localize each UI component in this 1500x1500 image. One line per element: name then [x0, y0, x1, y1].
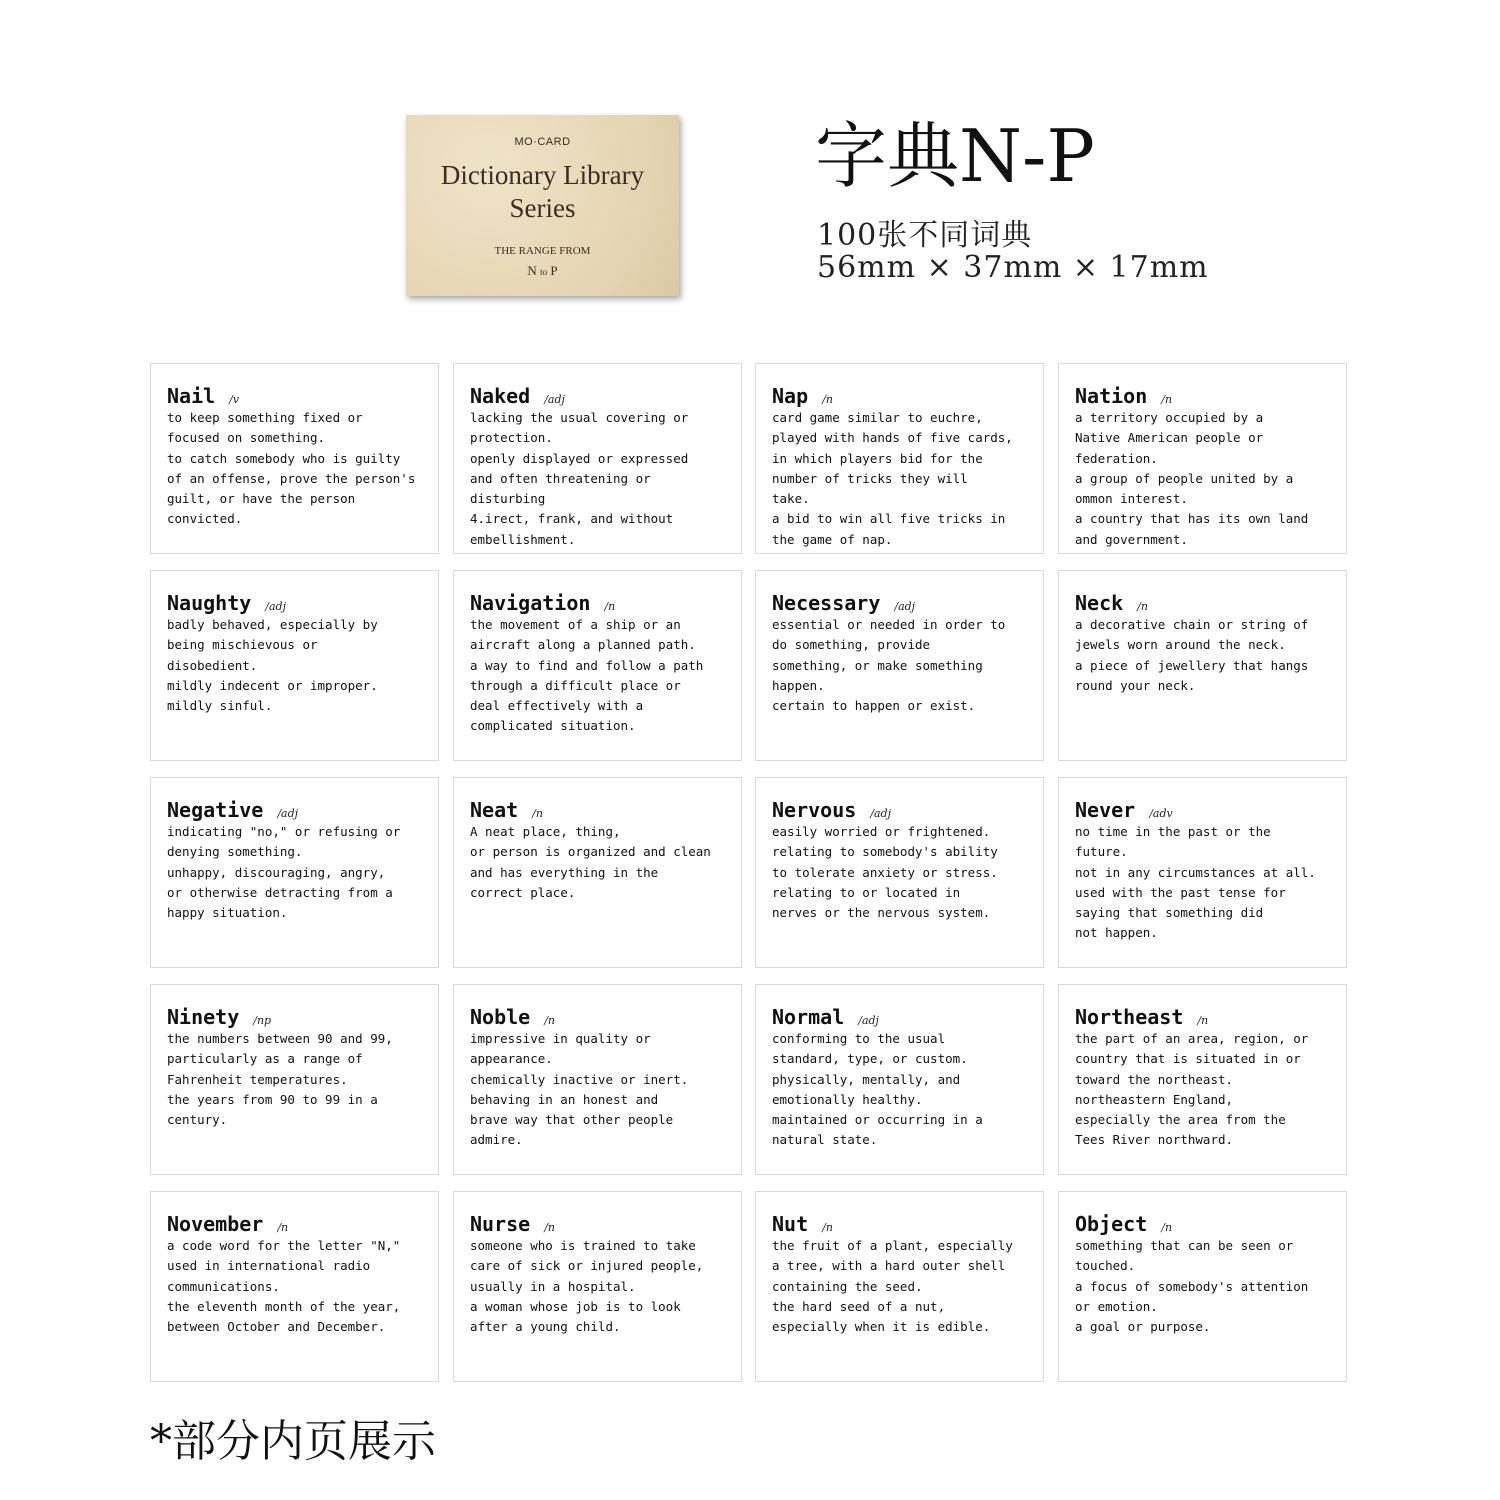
card-word: Nail [167, 384, 216, 408]
card-header [1075, 591, 1338, 615]
card-grid [150, 363, 1352, 1385]
dictionary-card [150, 570, 439, 761]
card-word: Object [1075, 1212, 1148, 1236]
dictionary-card [453, 363, 742, 554]
card-header [470, 591, 733, 615]
card-part-of-speech: /n [1137, 600, 1148, 613]
card-content [772, 591, 1035, 716]
card-word: Nut [772, 1212, 809, 1236]
dictionary-card [453, 984, 742, 1175]
card-part-of-speech: /n [822, 1221, 833, 1234]
card-definition: the part of an area, region, or country that is situated in or toward the northeast. northeastern England, especially the area from the Tees River northward. [1075, 1031, 1309, 1148]
range-end: P [550, 263, 558, 278]
dictionary-card [755, 984, 1044, 1175]
card-word: Nap [772, 384, 809, 408]
card-word: Normal [772, 1005, 845, 1029]
card-header [1075, 384, 1338, 408]
dictionary-card [453, 570, 742, 761]
card-header [772, 384, 1035, 408]
box-dimensions: 56mm × 37mm × 17mm [817, 250, 1209, 285]
card-word: Noble [470, 1005, 531, 1029]
card-definition: no time in the past or the future. not in any circumstances at all. used with the past tense for saying that something did not happen. [1075, 824, 1316, 941]
dictionary-card [1058, 777, 1347, 968]
card-content [167, 591, 430, 716]
card-content [470, 1212, 733, 1337]
series-title [406, 159, 679, 225]
series-title-line2: Series [509, 193, 576, 223]
card-definition: card game similar to euchre, played with hands of five cards, in which players bid for the number of tricks they will take. a bid to win all five tricks in the game of nap. [772, 410, 1013, 547]
card-content [167, 1212, 430, 1337]
card-part-of-speech: /adj [544, 393, 565, 406]
card-word: Negative [167, 798, 264, 822]
dictionary-card [453, 777, 742, 968]
card-definition: to keep something fixed or focused on something. to catch somebody who is guilty of an offense, prove the person's guilt, or have the person convicted. [167, 410, 416, 527]
card-content [470, 1005, 733, 1151]
card-header [167, 384, 430, 408]
card-content [470, 798, 733, 903]
range-label: THE RANGE FROM [494, 245, 591, 257]
card-header [470, 1212, 733, 1236]
card-content [772, 384, 1035, 550]
dictionary-card [755, 363, 1044, 554]
card-part-of-speech: /n [604, 600, 616, 613]
card-part-of-speech: /adj [277, 807, 299, 820]
card-definition: essential or needed in order to do something, provide something, or make something happen. certain to happen or exist. [772, 617, 1006, 714]
card-header [470, 798, 733, 822]
dictionary-card [453, 1191, 742, 1382]
card-definition: the numbers between 90 and 99, particularly as a range of Fahrenheit temperatures. the years from 90 to 99 in a century. [167, 1031, 393, 1128]
card-word: Never [1075, 798, 1136, 822]
dictionary-card [1058, 984, 1347, 1175]
card-part-of-speech: /adj [870, 807, 892, 820]
product-box-image [406, 115, 679, 296]
footer-note: *部分内页展示 [150, 1416, 436, 1467]
card-part-of-speech: /n [1161, 393, 1173, 406]
card-part-of-speech: /adj [858, 1014, 879, 1027]
card-header [167, 1005, 430, 1029]
card-part-of-speech: /v [229, 393, 240, 406]
card-content [1075, 384, 1338, 550]
card-header [772, 798, 1035, 822]
dictionary-card [755, 570, 1044, 761]
card-definition: easily worried or frightened. relating to somebody's ability to tolerate anxiety or stress. relating to or located in nerves or the nervous system. [772, 824, 998, 921]
card-word: Neck [1075, 591, 1124, 615]
dictionary-card [150, 1191, 439, 1382]
card-definition: a code word for the letter "N," used in international radio communications. the eleventh month of the year, between October and December. [167, 1238, 401, 1335]
card-header [470, 1005, 733, 1029]
dictionary-card [150, 363, 439, 554]
card-definition: lacking the usual covering or protection. openly displayed or expressed and often threatening or disturbing 4.irect, frank, and without embellishment. [470, 410, 689, 547]
card-part-of-speech: /adv [1149, 807, 1173, 820]
brand-label: MO·CARD [514, 136, 571, 148]
card-definition: badly behaved, especially by being mischievous or disobedient. mildly indecent or improper. mildly sinful. [167, 617, 378, 714]
dictionary-card [1058, 363, 1347, 554]
card-part-of-speech: /n [1197, 1014, 1209, 1027]
card-header [167, 798, 430, 822]
dictionary-card [1058, 570, 1347, 761]
card-definition: indicating "no," or refusing or denying something. unhappy, discouraging, angry, or otherwise detracting from a happy situation. [167, 824, 401, 921]
range-to: to [540, 267, 548, 277]
card-header [167, 591, 430, 615]
card-word: Northeast [1075, 1005, 1184, 1029]
card-header [772, 1212, 1035, 1236]
card-header [1075, 1212, 1338, 1236]
card-part-of-speech: /adj [265, 600, 287, 613]
card-content [1075, 1212, 1338, 1337]
card-part-of-speech: /n [1161, 1221, 1173, 1234]
dictionary-card [150, 777, 439, 968]
card-word: Necessary [772, 591, 881, 615]
dictionary-card [150, 984, 439, 1175]
card-word: November [167, 1212, 264, 1236]
card-word: Naked [470, 384, 531, 408]
card-content [1075, 798, 1338, 944]
card-content [1075, 1005, 1338, 1151]
dictionary-card [755, 777, 1044, 968]
card-word: Nation [1075, 384, 1148, 408]
series-title-line1: Dictionary Library [440, 160, 645, 190]
card-definition: conforming to the usual standard, type, or custom. physically, mentally, and emotionally healthy. maintained or occurring in a natural state. [772, 1031, 983, 1148]
card-part-of-speech: /n [822, 393, 833, 406]
card-content [470, 591, 733, 737]
dictionary-card [755, 1191, 1044, 1382]
card-content [470, 384, 733, 550]
card-content [1075, 591, 1338, 696]
card-content [772, 798, 1035, 923]
card-part-of-speech: /np [253, 1014, 272, 1027]
card-word: Nervous [772, 798, 857, 822]
card-part-of-speech: /n [532, 807, 543, 820]
card-header [1075, 798, 1338, 822]
card-word: Navigation [470, 591, 591, 615]
card-header [772, 1005, 1035, 1029]
card-content [772, 1212, 1035, 1337]
card-definition: A neat place, thing, or person is organized and clean and has everything in the correct place. [470, 824, 711, 900]
page-title: 字典N-P [815, 114, 1095, 198]
card-definition: a territory occupied by a Native American people or federation. a group of people united by a ommon interest. a country that has its own land and government. [1075, 410, 1309, 547]
card-part-of-speech: /n [544, 1014, 556, 1027]
card-definition: the fruit of a plant, especially a tree, with a hard outer shell containing the seed. the hard seed of a nut, especially when it is edible. [772, 1238, 1013, 1335]
card-content [167, 1005, 430, 1130]
card-definition: impressive in quality or appearance. chemically inactive or inert. behaving in an honest and brave way that other people admire. [470, 1031, 689, 1148]
card-content [772, 1005, 1035, 1151]
card-content [167, 798, 430, 923]
card-definition: a decorative chain or string of jewels worn around the neck. a piece of jewellery that hangs round your neck. [1075, 617, 1309, 693]
card-header [167, 1212, 430, 1236]
card-header [470, 384, 733, 408]
dictionary-card [1058, 1191, 1347, 1382]
card-word: Nurse [470, 1212, 531, 1236]
card-part-of-speech: /n [544, 1221, 556, 1234]
card-word: Naughty [167, 591, 252, 615]
card-word: Neat [470, 798, 519, 822]
range-start: N [527, 263, 537, 278]
card-header [1075, 1005, 1338, 1029]
card-part-of-speech: /adj [894, 600, 916, 613]
card-definition: something that can be seen or touched. a focus of somebody's attention or emotion. a goal or purpose. [1075, 1238, 1309, 1335]
card-count: 100张不同词典 [817, 218, 1033, 253]
card-part-of-speech: /n [277, 1221, 289, 1234]
card-definition: someone who is trained to take care of sick or injured people, usually in a hospital. a woman whose job is to look after a young child. [470, 1238, 704, 1335]
card-header [772, 591, 1035, 615]
card-content [167, 384, 430, 530]
card-definition: the movement of a ship or an aircraft along a planned path. a way to find and follow a path through a difficult place or deal effectively with a complicated situation. [470, 617, 704, 734]
range-value [406, 263, 679, 279]
card-word: Ninety [167, 1005, 240, 1029]
